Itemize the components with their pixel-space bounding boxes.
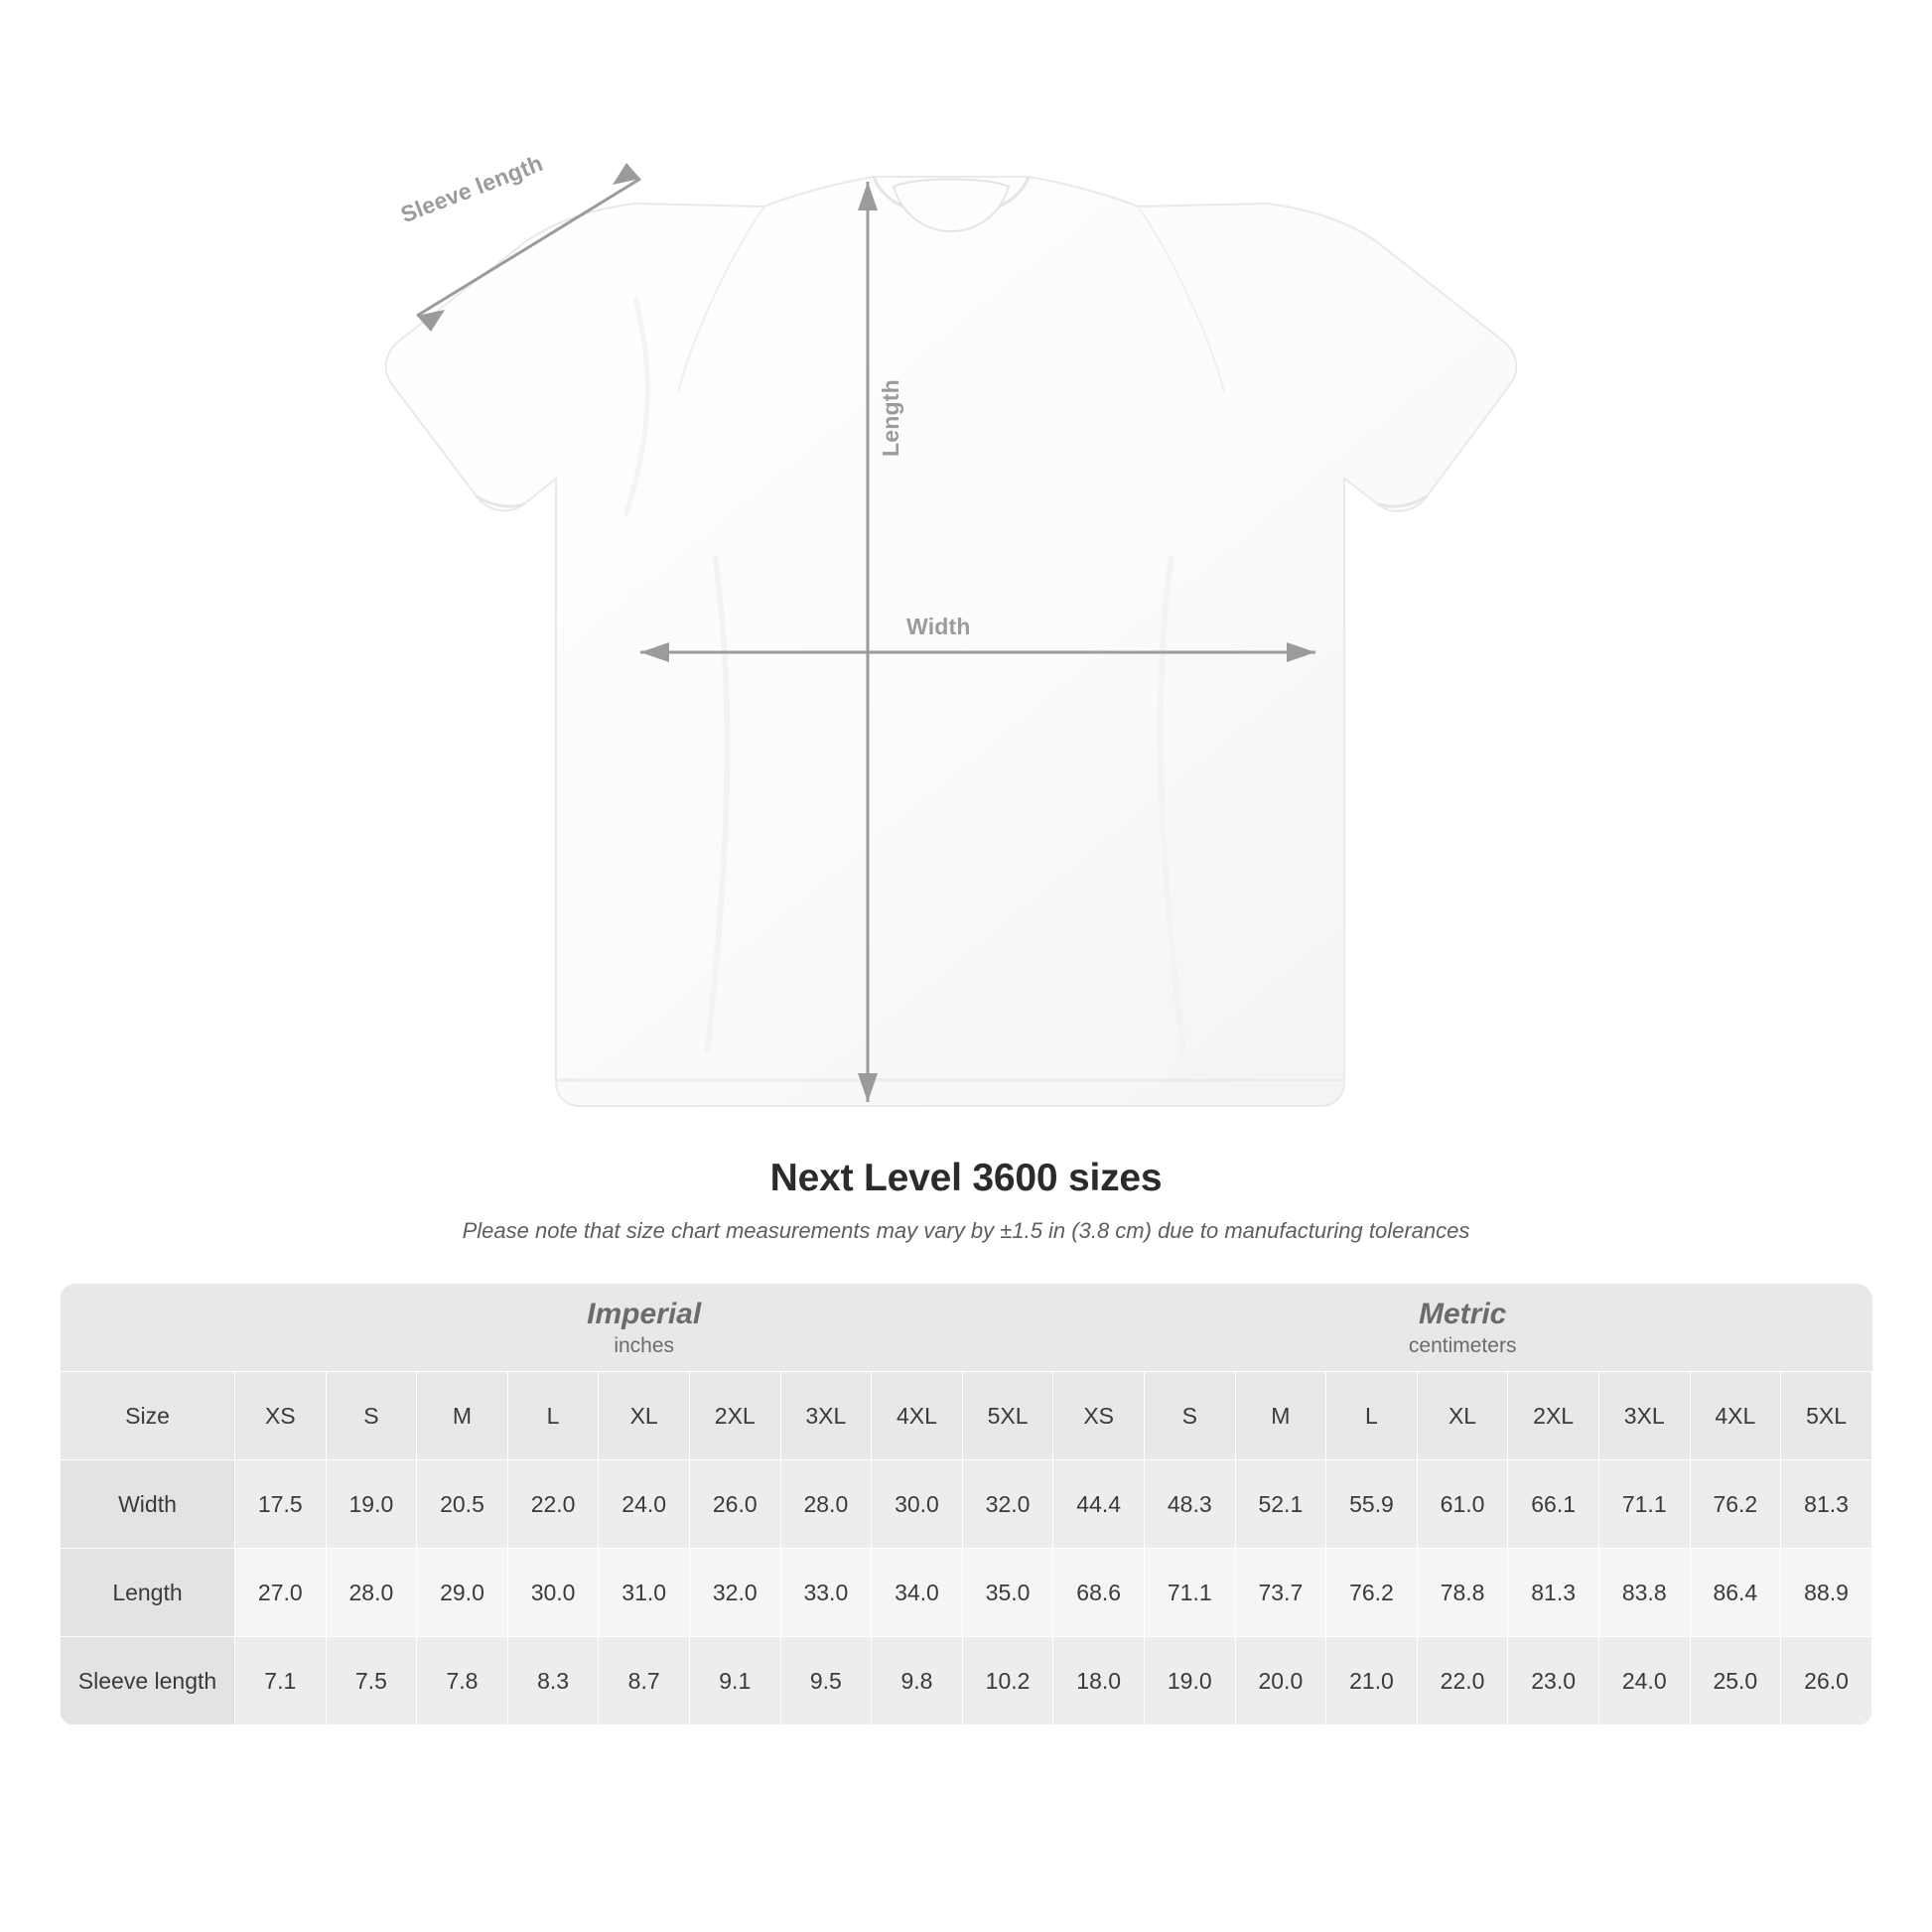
table-cell: 35.0 [962,1549,1053,1637]
table-cell: 31.0 [599,1549,690,1637]
size-label-header: Size [61,1372,235,1460]
table-cell: 26.0 [1781,1637,1872,1725]
size-header-cell: 5XL [1781,1372,1872,1460]
table-row [61,1460,1872,1549]
page-title: Next Level 3600 sizes [769,1157,1163,1199]
table-row [61,1549,1872,1637]
table-cell: 10.2 [962,1637,1053,1725]
metric-label: Metric [1419,1298,1507,1331]
size-table [60,1284,1872,1725]
tolerance-note: Please note that size chart measurements may vary by ±1.5 in (3.8 cm) due to manufacturing tolerances [462,1218,1470,1243]
table-cell: 48.3 [1144,1460,1235,1549]
table-cell: 19.0 [326,1460,417,1549]
size-header-cell: 3XL [1598,1372,1690,1460]
table-row [61,1637,1872,1725]
table-cell: 9.1 [689,1637,780,1725]
size-header-cell: XL [599,1372,690,1460]
size-header-cell: 4XL [1690,1372,1781,1460]
table-cell: 23.0 [1508,1637,1599,1725]
size-header-cell: 5XL [962,1372,1053,1460]
table-cell: 71.1 [1598,1460,1690,1549]
table-cell: 25.0 [1690,1637,1781,1725]
size-header-cell: L [1326,1372,1418,1460]
metric-unit: centimeters [1408,1333,1517,1357]
row-label-width: Width [61,1460,235,1549]
size-header-cell: S [1144,1372,1235,1460]
table-cell: 32.0 [962,1460,1053,1549]
table-cell: 28.0 [780,1460,872,1549]
table-cell: 17.5 [235,1460,327,1549]
size-header-cell: XS [235,1372,327,1460]
table-cell: 20.5 [417,1460,508,1549]
size-header-cell: 2XL [1508,1372,1599,1460]
table-cell: 34.0 [872,1549,963,1637]
size-header-cell: L [507,1372,599,1460]
unit-group-row [61,1284,1872,1372]
size-header-row [61,1372,1872,1460]
table-cell: 81.3 [1508,1549,1599,1637]
table-cell: 30.0 [872,1460,963,1549]
table-cell: 22.0 [1417,1637,1508,1725]
table-cell: 7.5 [326,1637,417,1725]
table-cell: 76.2 [1326,1549,1418,1637]
table-cell: 61.0 [1417,1460,1508,1549]
table-cell: 24.0 [599,1460,690,1549]
table-cell: 8.3 [507,1637,599,1725]
table-cell: 88.9 [1781,1549,1872,1637]
width-dimension-label: Width [906,614,971,639]
title-block [0,1157,1932,1244]
table-cell: 22.0 [507,1460,599,1549]
table-cell: 68.6 [1053,1549,1145,1637]
table-cell: 44.4 [1053,1460,1145,1549]
size-header-cell: M [417,1372,508,1460]
size-header-cell: S [326,1372,417,1460]
table-cell: 81.3 [1781,1460,1872,1549]
table-cell: 30.0 [507,1549,599,1637]
table-cell: 55.9 [1326,1460,1418,1549]
table-cell: 71.1 [1144,1549,1235,1637]
table-cell: 18.0 [1053,1637,1145,1725]
size-table-wrapper [60,1284,1872,1725]
table-cell: 33.0 [780,1549,872,1637]
table-cell: 20.0 [1235,1637,1326,1725]
row-label-sleeve-length: Sleeve length [61,1637,235,1725]
length-dimension-label: Length [878,379,903,457]
table-cell: 19.0 [1144,1637,1235,1725]
size-header-cell: 4XL [872,1372,963,1460]
table-cell: 7.1 [235,1637,327,1725]
table-cell: 7.8 [417,1637,508,1725]
table-corner [61,1284,235,1372]
table-cell: 29.0 [417,1549,508,1637]
table-cell: 21.0 [1326,1637,1418,1725]
table-cell: 83.8 [1598,1549,1690,1637]
row-label-length: Length [61,1549,235,1637]
table-cell: 78.8 [1417,1549,1508,1637]
size-header-cell: M [1235,1372,1326,1460]
table-cell: 52.1 [1235,1460,1326,1549]
table-cell: 66.1 [1508,1460,1599,1549]
size-header-cell: 2XL [689,1372,780,1460]
size-header-cell: 3XL [780,1372,872,1460]
table-cell: 73.7 [1235,1549,1326,1637]
table-cell: 27.0 [235,1549,327,1637]
size-header-cell: XS [1053,1372,1145,1460]
table-cell: 86.4 [1690,1549,1781,1637]
unit-group-metric [1053,1284,1872,1372]
sleeve-length-dimension-label: Sleeve length [397,149,547,228]
table-cell: 8.7 [599,1637,690,1725]
table-cell: 76.2 [1690,1460,1781,1549]
table-cell: 32.0 [689,1549,780,1637]
table-cell: 9.5 [780,1637,872,1725]
table-cell: 24.0 [1598,1637,1690,1725]
imperial-unit: inches [614,1333,675,1357]
unit-group-imperial [235,1284,1053,1372]
table-cell: 26.0 [689,1460,780,1549]
table-cell: 9.8 [872,1637,963,1725]
imperial-label: Imperial [587,1298,702,1331]
size-header-cell: XL [1417,1372,1508,1460]
table-cell: 28.0 [326,1549,417,1637]
